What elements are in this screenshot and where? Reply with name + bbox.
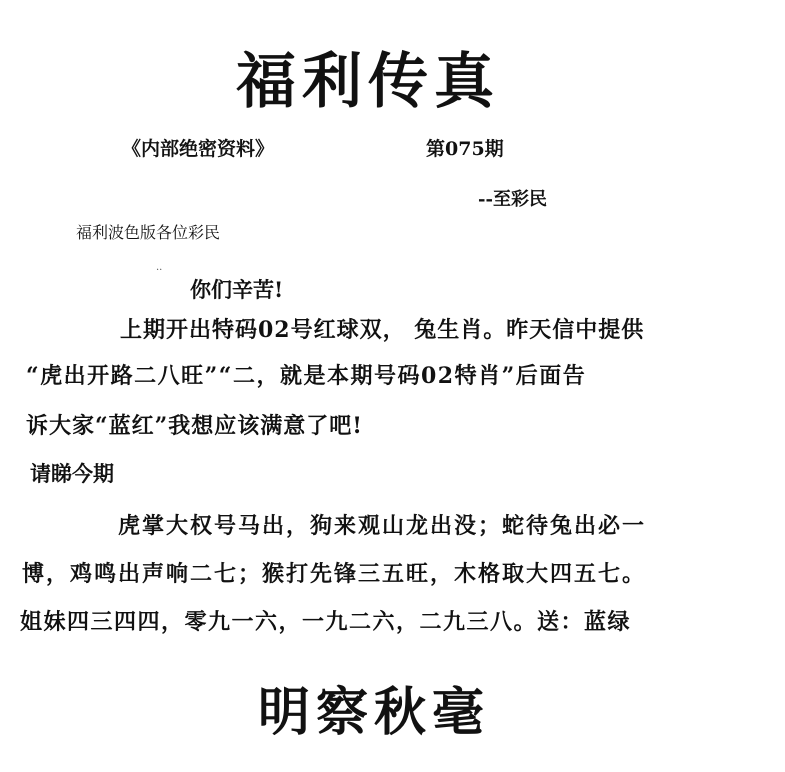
body-line-2: “虎出开路二八旺”“二，就是本期号码02特肖”后面告 bbox=[26, 363, 587, 389]
poem-line-2: 博，鸡鸣出声响二七；猴打先锋三五旺，木格取大四五七。 bbox=[22, 561, 647, 587]
signature-line: --至彩民 bbox=[478, 189, 547, 210]
poem-title: 请睇今期 bbox=[30, 461, 114, 486]
footer-title: 明察秋毫 bbox=[258, 682, 491, 743]
document-subtitle: 《内部绝密资料》 bbox=[122, 138, 275, 160]
body-line-3: 诉大家“蓝红”我想应该满意了吧! bbox=[26, 413, 363, 439]
poem-line-1: 虎掌大权号马出，狗来观山龙出没；蛇待兔出必一 bbox=[118, 513, 647, 539]
poem-line-3: 姐妹四三四四，零九一六，一九二六，二九三八。送：蓝绿 bbox=[20, 609, 632, 635]
decorative-dots: .. bbox=[156, 262, 163, 273]
page-title: 福利传真 bbox=[236, 47, 500, 117]
issue-number: 第075期 bbox=[426, 138, 504, 160]
greeting-small-line: 福利波色版各位彩民 bbox=[76, 223, 221, 242]
greeting-hello: 你们辛苦! bbox=[190, 277, 284, 302]
body-line-1: 上期开出特码02号红球双， 兔生肖。昨天信中提供 bbox=[120, 317, 645, 343]
